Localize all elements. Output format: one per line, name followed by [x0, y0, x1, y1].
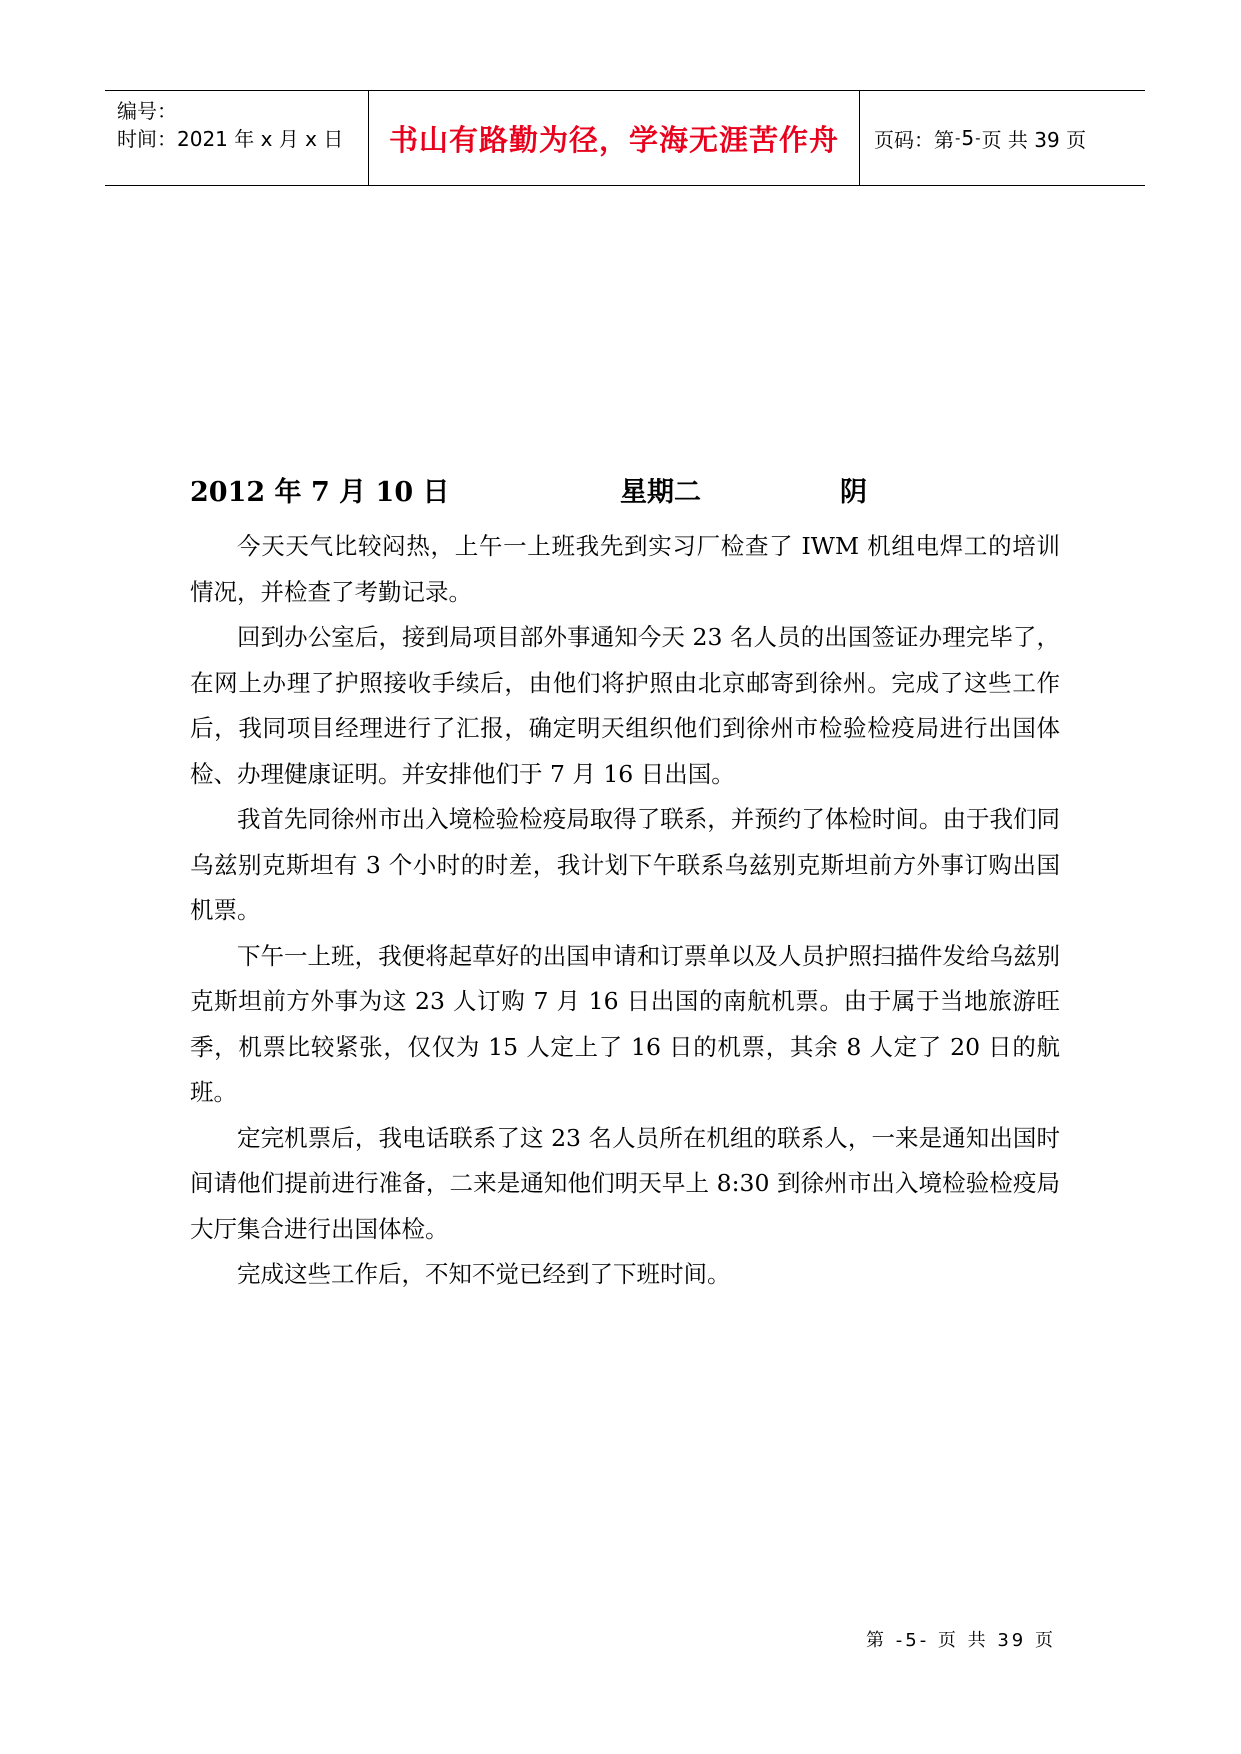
serial-number-label: 编号：	[117, 99, 177, 123]
body-paragraph: 回到办公室后，接到局项目部外事通知今天 23 名人员的出国签证办理完毕了，在网上办理了护照接收手续后，由他们将护照由北京邮寄到徐州。完成了这些工作后，我同项目经理进行了汇报，确定明天组织他们到徐州市检验检疫局进行出国体检、办理健康证明。并安排他们于 7 月 16 日出国。	[190, 623, 1060, 788]
body-paragraph: 定完机票后，我电话联系了这 23 名人员所在机组的联系人，一来是通知出国时间请他们提前进行准备，二来是通知他们明天早上 8:30 到徐州市出入境检验检疫局大厅集合进行出国体检。	[190, 1123, 1060, 1243]
page-dash-left: -	[955, 129, 961, 147]
entry-date: 2012 年 7 月 10 日	[190, 477, 450, 508]
entry-weekday: 星期二	[620, 477, 701, 508]
page-header	[105, 90, 1145, 186]
diary-body	[190, 524, 1060, 1298]
page-number: 5	[961, 126, 975, 150]
time-label: 时间：2021 年 x 月 x 日	[117, 127, 344, 151]
header-motto-cell	[369, 91, 860, 185]
body-paragraph: 我首先同徐州市出入境检验检疫局取得了联系，并预约了体检时间。由于我们同乌兹别克斯坦有 3 个小时的时差，我计划下午联系乌兹别克斯坦前方外事订购出国机票。	[190, 805, 1060, 924]
header-page-cell	[860, 91, 1145, 185]
body-paragraph: 今天天气比较闷热，上午一上班我先到实习厂检查了 IWM 机组电焊工的培训情况，并检查了考勤记录。	[190, 532, 1060, 606]
body-paragraph: 完成这些工作后，不知不觉已经到了下班时间。	[237, 1260, 731, 1288]
page-dash-right: -	[975, 129, 981, 147]
body-paragraph: 下午一上班，我便将起草好的出国申请和订票单以及人员护照扫描件发给乌兹别克斯坦前方外事为这 23 人订购 7 月 16 日出国的南航机票。由于属于当地旅游旺季，机票比较紧张，仅仅为 15 人定上了 16 日的机票，其余 8 人定了 20 日的航班。	[190, 941, 1060, 1106]
header-meta-cell	[105, 91, 369, 185]
diary-entry-heading	[190, 470, 1060, 510]
entry-weather: 阴	[840, 477, 867, 508]
page-footer: 第 -5- 页 共 39 页	[866, 1630, 1056, 1651]
page-suffix: 页 共 39 页	[981, 127, 1087, 152]
motto: 书山有路勤为径，学海无涯苦作舟	[388, 122, 839, 157]
page-prefix: 页码：第	[874, 127, 954, 152]
